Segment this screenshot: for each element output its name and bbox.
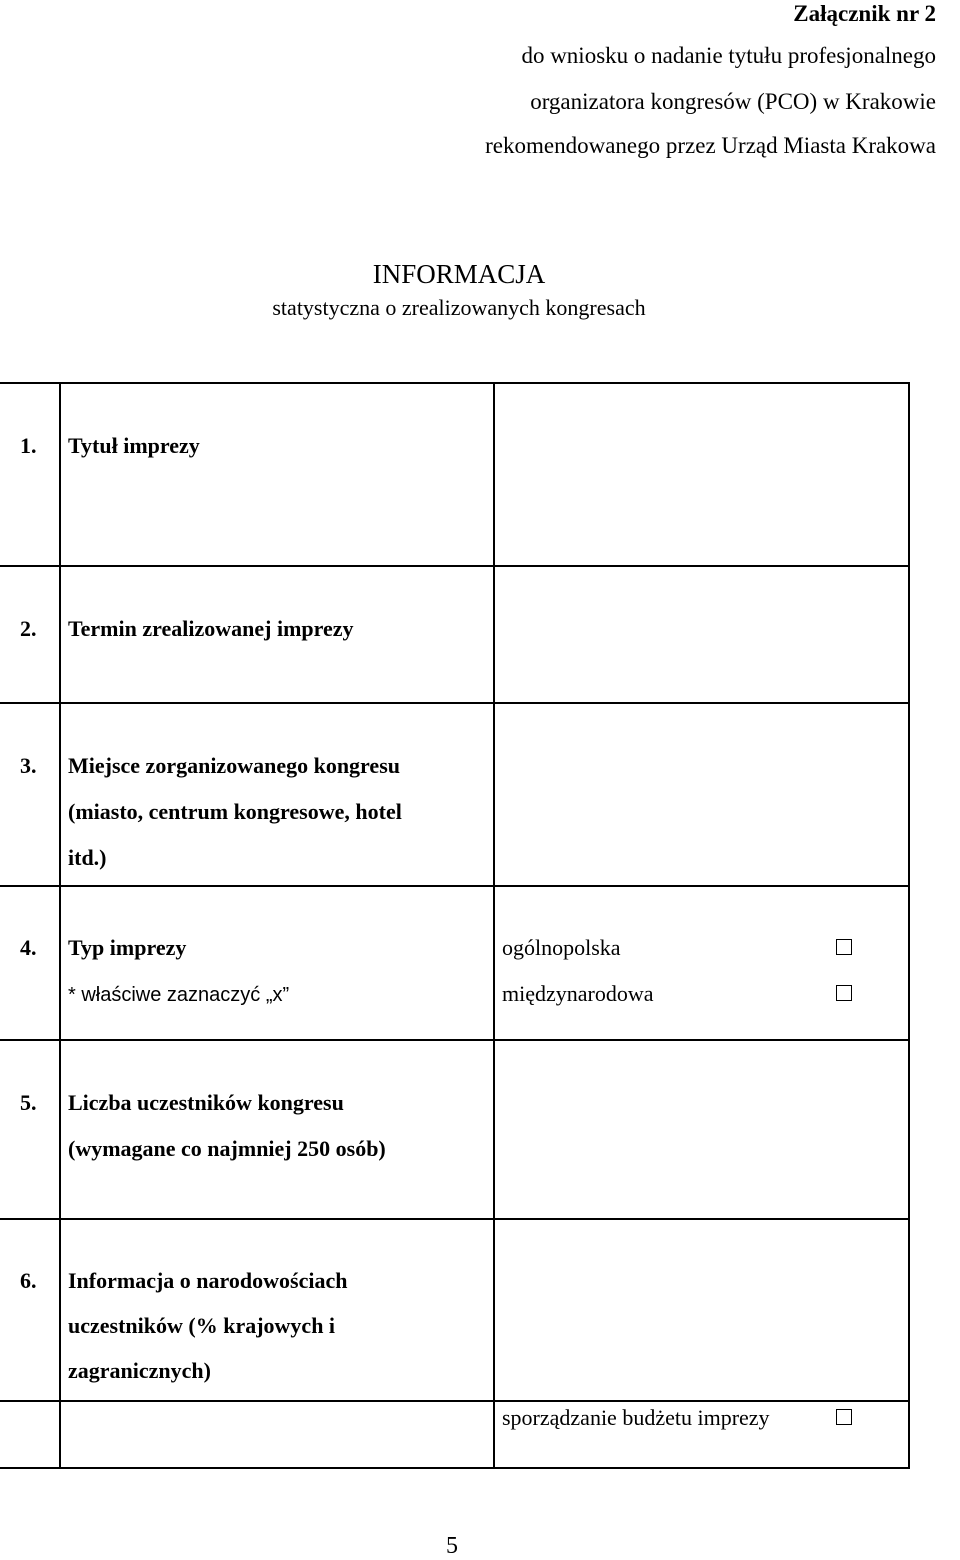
option-label-national: ogólnopolska <box>502 935 621 960</box>
page-number: 5 <box>446 1533 458 1559</box>
row-label: Miejsce zorganizowanego kongresu <box>68 753 400 778</box>
table-border <box>0 382 910 384</box>
option-label-international: międzynarodowa <box>502 981 654 1006</box>
row-label: (wymagane co najmniej 250 osób) <box>68 1136 386 1161</box>
row-number: 6. <box>20 1268 37 1293</box>
row-divider <box>0 1400 910 1402</box>
row-label: uczestników (% krajowych i <box>68 1313 336 1338</box>
header-line-3: organizatora kongresów (PCO) w Krakowie <box>530 89 936 114</box>
row-label: Liczba uczestników kongresu <box>68 1090 344 1115</box>
option-label-budget: sporządzanie budżetu imprezy <box>502 1405 770 1430</box>
row-number: 3. <box>20 753 37 778</box>
row-label: Typ imprezy <box>68 935 187 960</box>
header-line-2: do wniosku o nadanie tytułu profesjonalnego <box>521 43 936 68</box>
column-divider <box>59 382 61 1469</box>
row-divider <box>0 565 910 567</box>
column-divider <box>493 382 495 1469</box>
row-label: Informacja o narodowościach <box>68 1268 348 1293</box>
row-label: Termin zrealizowanej imprezy <box>68 616 354 641</box>
row-number: 5. <box>20 1090 37 1115</box>
checkbox-national[interactable] <box>836 939 852 955</box>
row-number: 1. <box>20 433 37 458</box>
checkbox-budget[interactable] <box>836 1409 852 1425</box>
row-label: (miasto, centrum kongresowe, hotel <box>68 799 402 824</box>
table-border <box>908 382 910 1469</box>
row-number: 4. <box>20 935 37 960</box>
attachment-label: Załącznik nr 2 <box>793 1 936 26</box>
row-label: itd.) <box>68 845 107 870</box>
row-divider <box>0 1039 910 1041</box>
header-line-4: rekomendowanego przez Urząd Miasta Krakowa <box>485 133 936 158</box>
row-label: zagranicznych) <box>68 1358 211 1383</box>
row-divider <box>0 1218 910 1220</box>
row-label: Tytuł imprezy <box>68 433 200 458</box>
page-title: INFORMACJA <box>372 259 546 289</box>
row-divider <box>0 885 910 887</box>
row-divider <box>0 702 910 704</box>
row-number: 2. <box>20 616 37 641</box>
table-border <box>0 1467 910 1469</box>
checkbox-international[interactable] <box>836 985 852 1001</box>
page-subtitle: statystyczna o zrealizowanych kongresach <box>272 295 646 320</box>
row-note: * właściwe zaznaczyć „x” <box>68 984 290 1006</box>
